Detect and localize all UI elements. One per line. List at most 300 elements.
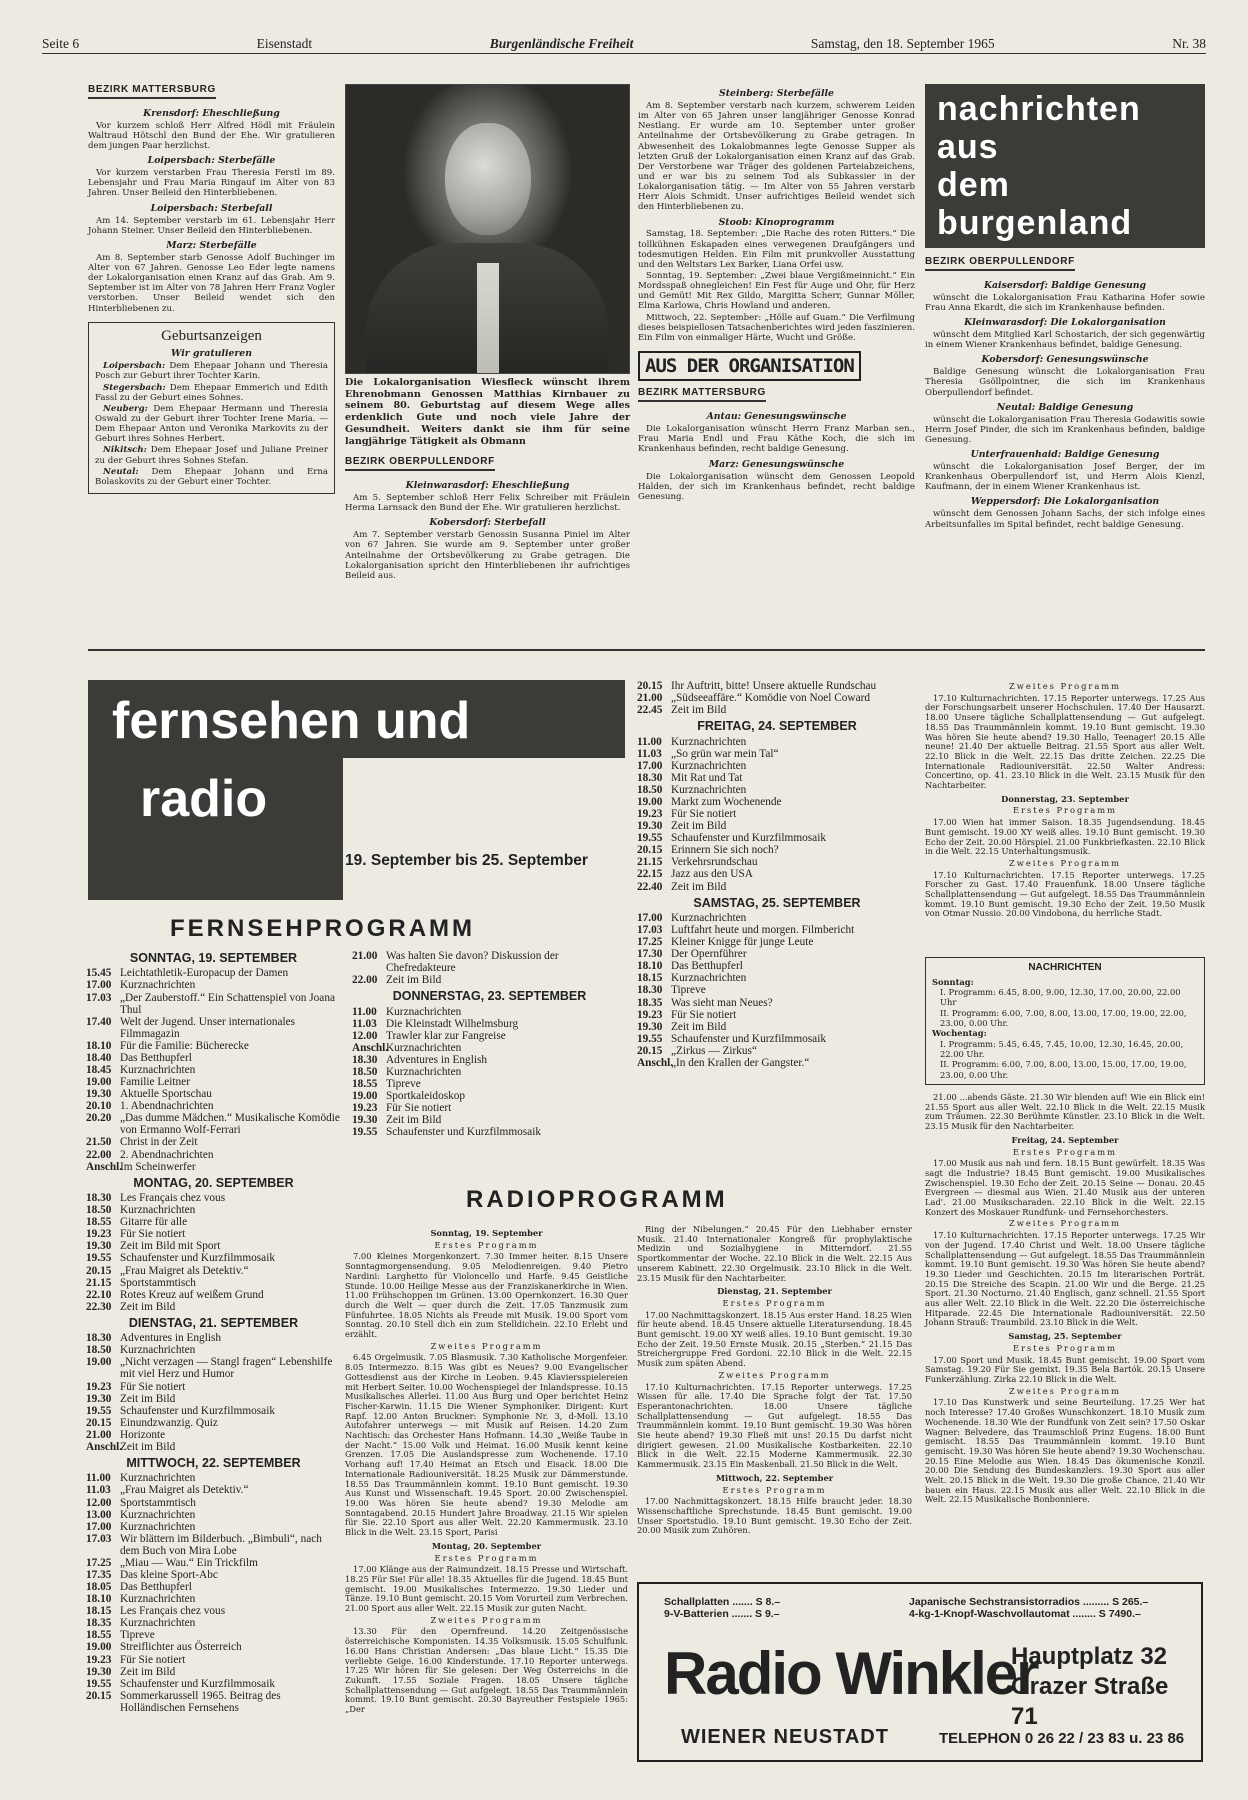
tv-day-heading: DIENSTAG, 21. SEPTEMBER <box>128 1315 299 1330</box>
tv-time: 19.23 <box>352 1102 378 1115</box>
radio-winkler-ad <box>637 1582 1203 1762</box>
banner-line1: fernsehen und <box>112 692 471 750</box>
tv-time: 19.30 <box>637 1020 663 1033</box>
tv-entry: 11.03 „So grün war mein Tal“ <box>637 747 779 760</box>
tv-time: 18.10 <box>637 960 663 973</box>
news-heading: Kobersdorf: Genesungswünsche <box>981 354 1149 366</box>
tv-time: 19.30 <box>352 1114 378 1127</box>
tv-time: 17.00 <box>637 912 663 924</box>
tv-entry: 17.03 Luftfahrt heute und morgen. Filmbericht <box>637 924 855 937</box>
news-time-line <box>932 1028 1198 1038</box>
issue-number: Nr. 38 <box>1172 35 1206 51</box>
section-heading: BEZIRK OBERPULLENDORF <box>345 456 495 471</box>
news-text: wünscht die Lokalorganisation Frau Katharina Hofer sowie Frau Anna Ekardt, die sich im Krankenhause befinden. <box>925 292 1205 313</box>
tv-schedule-b <box>352 950 627 1185</box>
radio-day-heading: Mittwoch, 22. September <box>715 1472 834 1483</box>
tv-entry: 20.20 „Das dumme Mädchen.“ Musikalische Komödie von Ermanno Wolf-Ferrari <box>86 1112 340 1137</box>
tv-entry: 17.03 Wir blättern im Bilderbuch. „Bimbuli“, nach dem Buch von Mira Lobe <box>86 1532 322 1557</box>
tv-entry: 17.00 Kurznachrichten <box>637 912 747 924</box>
news-text: Vor kurzem schloß Herr Alfred Hödl mit Fräulein Waltraud Hötschl den Bund der Ehe. Wir gratulieren dem jungen Paar herzlichst. <box>88 120 335 152</box>
tv-time: 11.03 <box>637 747 662 760</box>
tv-entry: 17.03 „Der Zauberstoff.“ Ein Schattenspiel von Joana Thul <box>86 991 335 1016</box>
shop-city: WIENER NEUSTADT <box>681 1726 889 1748</box>
radio-schedule-text: Ring der Nibelungen.“ 20.45 Für den Liebhaber ernster Musik. 21.40 Internationaler Kongreß für prophylaktische Medizin und Sozialhygiene in Mitterndorf. 21.55 Sportkommentar der Woche. 22.10 Blick in die Welt. 22.15 Aus unserem Kabinett. 22.30 Orgelmusik. 23.10 Blick in die Welt. 23.15 Musik für den Nachtarbeiter. <box>637 1224 912 1283</box>
tv-entry: 20.15 Erinnern Sie sich noch? <box>637 844 779 857</box>
tv-time: 20.15 <box>637 1044 663 1057</box>
tv-time: 20.15 <box>86 1416 112 1429</box>
radio-program-label: Zweites Programm <box>1008 1385 1122 1396</box>
tv-entry: 11.00 Kurznachrichten <box>637 735 747 748</box>
paper-name: Burgenländische Freiheit <box>489 35 634 51</box>
radio-day-heading: Sonntag, 19. September <box>430 1228 543 1238</box>
tv-time: 18.15 <box>637 972 663 985</box>
section-heading: BEZIRK MATTERSBURG <box>88 84 216 99</box>
tv-entry: 18.55 Gitarre für alle <box>86 1216 188 1229</box>
tv-time: 19.00 <box>86 1641 112 1654</box>
place: Eisenstadt <box>256 35 313 51</box>
tv-time: 19.23 <box>637 1008 663 1021</box>
tv-time: 17.00 <box>86 1520 112 1533</box>
tv-entry: 18.40 Das Betthupferl <box>86 1051 192 1064</box>
radio-day-heading: Samstag, 25. September <box>1008 1331 1122 1342</box>
tv-entry: 22.45 Zeit im Bild <box>637 704 727 717</box>
shop-phone: TELEPHON 0 26 22 / 23 83 u. 23 86 <box>939 1730 1185 1747</box>
news-text: Baldige Genesung wünscht die Lokalorganisation Frau Theresia Gsöllpointner, die sich im Krankenhaus Oberpullendorf befindet. <box>925 367 1205 398</box>
radio-program-label: Erstes Programm <box>434 1552 539 1563</box>
tv-time: 18.30 <box>86 1192 112 1205</box>
tv-entry: 18.30 Mit Rat und Tat <box>637 771 743 784</box>
news-time-day: Wochentag: <box>932 1028 987 1039</box>
tv-entry: 22.40 Zeit im Bild <box>637 880 727 893</box>
radio-schedule-3 <box>925 680 1205 950</box>
tv-entry: 18.55 Tipreve <box>352 1078 421 1091</box>
tv-time: 17.25 <box>637 936 663 949</box>
shop-name: Radio Winkler <box>664 1640 1038 1707</box>
radio-schedule-text: 17.10 Kulturnachrichten. 17.15 Reporter unterwegs. 17.25 Wir von der Jugend. 17.40 Christ und Welt. 18.00 Unsere tägliche Schallplattensendung — Gut aufgelegt. 18.55 Das Traummännlein kommt. 19.10 Bunt gemischt. 19.30 Was hören Sie heute abend? 19.30 Lieder und Geschichten. 20.15 Im literarischen Porträt. 20.15 Die Streiche des Scapin. 21.00 Wir und die Berge. 21.25 Sport. 21.30 Nocturno. 21.40 Englisch, ganz schnell. 21.55 Sport aus aller Welt. 22.10 Blick in die Welt. 22.20 Die österreichische Hitparade. 22.45 Die Internationale Radiouniversität. 22.50 Johann Strauß: Traumbild. 23.10 Blick in die Welt. <box>925 1230 1205 1328</box>
news-list <box>345 481 630 581</box>
column-steinberg <box>638 84 915 634</box>
tv-time: 18.50 <box>86 1344 112 1357</box>
tv-time: 17.40 <box>86 1015 112 1028</box>
tv-entry: 19.30 Zeit im Bild <box>637 820 727 833</box>
ad-item: Schallplatten ....... S 8.– <box>664 1596 781 1608</box>
tv-schedule-a <box>86 948 341 1714</box>
tv-time: 17.30 <box>637 948 663 961</box>
tv-time: 19.55 <box>637 1032 663 1045</box>
tv-entry: 19.55 Schaufenster und Kurzfilmmosaik <box>352 1126 541 1139</box>
radio-program-label: Erstes Programm <box>434 1239 539 1250</box>
tv-time: 22.15 <box>637 868 663 881</box>
radio-program-label: Zweites Programm <box>1008 1218 1122 1229</box>
tv-time: 11.00 <box>352 1005 377 1018</box>
tv-time: 21.15 <box>86 1276 112 1289</box>
news-time-line: II. Programm: 6.00, 7.00, 8.00, 13.00, 17.00, 19.00, 22.00, 23.00, 0.00 Uhr. <box>940 1007 1187 1028</box>
tv-time: 17.03 <box>86 991 112 1004</box>
tv-entry: 19.23 Für Sie notiert <box>86 1653 186 1666</box>
tv-time: Anschl. <box>637 1056 674 1069</box>
birth-entry: Stegersbach: Dem Ehepaar Emmerich und Edith Fassl zu der Geburt eines Sohnes. <box>95 382 328 403</box>
tv-entry: 19.23 Für Sie notiert <box>637 808 737 821</box>
tv-time: 22.40 <box>637 880 663 893</box>
tv-entry: 18.10 Für die Familie: Bücherecke <box>86 1039 249 1052</box>
tv-time: 21.00 <box>352 950 378 962</box>
tv-entry: 17.40 Welt der Jugend. Unser internationales Filmmagazin <box>86 1015 296 1040</box>
news-time-line: I. Programm: 6.45, 8.00, 9.00, 12.30, 17.00, 20.00, 22.00 Uhr <box>940 986 1181 1008</box>
tv-time: 20.15 <box>86 1264 112 1277</box>
tv-entry: 12.00 Trawler klar zur Fangreise <box>352 1029 506 1042</box>
tv-entry: Anschl.Zeit im Bild <box>86 1440 176 1453</box>
news-heading: Steinberg: Sterbefälle <box>719 88 834 99</box>
news-heading: Loipersbach: Sterbefall <box>150 202 273 214</box>
tv-entry: 21.00 Was halten Sie davon? Diskussion der Chefredakteure <box>352 950 559 975</box>
tv-day-heading: FREITAG, 24. SEPTEMBER <box>697 719 857 734</box>
news-time-line: I. Programm: 5.45, 6.45, 7.45, 10.00, 12.30, 16.45, 20.00, 22.00 Uhr. <box>940 1038 1184 1060</box>
tv-time: 17.35 <box>86 1569 112 1582</box>
radio-program-label: Erstes Programm <box>722 1484 827 1495</box>
tv-entry: 19.55 Schaufenster und Kurzfilmmosaik <box>637 832 826 845</box>
column-middle <box>345 84 630 634</box>
tv-entry: 18.15 Les Français chez vous <box>86 1605 226 1618</box>
news-text: Am 14. September verstarb im 61. Lebensjahr Herr Johann Steiner. Unser Beileid den Hinterbliebenen. <box>88 215 335 236</box>
tv-entry: 19.23 Für Sie notiert <box>637 1008 737 1021</box>
tv-time: 19.55 <box>86 1677 112 1690</box>
birth-entry: Neuberg: Dem Ehepaar Hermann und Theresia Oswald zu der Geburt ihrer Tochter Irene Maria. — Dem Ehepaar Anton und Veronika Markovits zu der Geburt ihres Sohnes Herbert. <box>95 403 328 445</box>
tv-time: 17.03 <box>637 924 663 937</box>
tv-entry: 22.00 2. Abendnachrichten <box>86 1148 214 1161</box>
tv-entry: 22.00 Zeit im Bild <box>352 974 442 987</box>
tv-time: 17.25 <box>86 1556 112 1569</box>
tv-entry: 18.05 Das Betthupferl <box>86 1581 192 1594</box>
news-heading: Stoob: Kinoprogramm <box>718 216 835 228</box>
tv-time: 12.00 <box>86 1496 112 1509</box>
tv-entry: 20.15 „Frau Maigret als Detektiv.“ <box>86 1264 249 1277</box>
burgenland-banner: nachrichten aus dem burgenland <box>925 84 1205 248</box>
tv-entry: 21.15 Verkehrsrundschau <box>637 856 758 869</box>
tv-time: 22.30 <box>86 1300 112 1313</box>
tv-entry: 17.00 Kurznachrichten <box>86 1520 196 1533</box>
tv-entry: 22.30 Zeit im Bild <box>86 1300 176 1313</box>
section-heading: BEZIRK MATTERSBURG <box>638 387 766 402</box>
news-text: wünscht die Lokalorganisation Josef Berger, der im Krankenhaus Oberpullendorf ist, und Herrn Alois Kienzl, Kaufmann, der in einem Wiener Krankenhaus ist. <box>925 462 1205 493</box>
tv-time: 11.03 <box>86 1484 111 1497</box>
tv-time: 19.30 <box>637 820 663 833</box>
ad-item: 9-V-Batterien ....... S 9.– <box>664 1608 780 1621</box>
radio-program-label: Erstes Programm <box>1013 1342 1117 1353</box>
news-heading: Kleinwarasdorf: Eheschließung <box>405 480 570 492</box>
tv-entry: 18.35 Was sieht man Neues? <box>637 996 773 1009</box>
tv-time: 15.45 <box>86 967 112 980</box>
tv-time: 18.55 <box>86 1216 112 1229</box>
tv-time: 19.30 <box>86 1240 112 1253</box>
tv-entry: 18.35 Kurznachrichten <box>86 1617 196 1630</box>
tv-time: 22.00 <box>352 974 378 987</box>
news-heading: Kobersdorf: Sterbefall <box>429 517 546 529</box>
tv-time: 18.40 <box>86 1051 112 1064</box>
radio-program-label: Zweites Programm <box>430 1340 543 1351</box>
birth-place: Neuberg: <box>103 403 148 414</box>
tv-time: 17.03 <box>86 1532 112 1545</box>
tv-entry: 20.15 Sommerkarussell 1965. Beitrag des Holländischen Fernsehens <box>86 1689 281 1714</box>
birth-place: Neutal: <box>103 466 139 477</box>
tv-entry: 18.10 Kurznachrichten <box>86 1593 196 1606</box>
news-text: Die Lokalorganisation wünscht Herrn Franz Marban sen., Frau Maria Endl und Frau Käthe Koch, die sich im Krankenhaus befinden, recht baldige Genesung. <box>638 424 915 455</box>
tv-entry: 17.25 Kleiner Knigge für junge Leute <box>637 936 814 949</box>
tv-time: 18.15 <box>86 1605 112 1618</box>
tv-time: 18.05 <box>86 1581 112 1594</box>
radio-schedule-text: 7.00 Kleines Morgenkonzert. 7.30 Immer heiter. 8.15 Unsere Sonntagmorgensendung. 9.05 Melodienreigen. 9.40 Pietro Nardini: Larghetto für Violoncello und Harfe. 9.45 Geistliche Stunde. 10.00 Heilige Messe aus der Franziskanerkirche in Wien. 11.00 Frühschoppen im Grünen. 13.00 Opernkonzert. 16.30 Quer durch die Welt — quer durch die Zeit. 17.05 Tanzmusik zum Fünfuhrtee. 18.05 Nichts als Freude mit Musik. 19.00 Sport vom Sonntag. 20.10 Stell dich ein zum Stelldichein. 22.10 Erlebt und erzählt. <box>345 1251 628 1340</box>
tv-entry: 18.30 Les Français chez vous <box>86 1192 226 1205</box>
tv-time: 18.30 <box>352 1053 378 1066</box>
tv-entry: 12.00 Sportstammtisch <box>86 1496 196 1509</box>
birth-announcements <box>88 322 335 494</box>
column-mattersburg <box>88 84 335 634</box>
radio-schedule-text: 17.10 Kulturnachrichten. 17.15 Reporter unterwegs. 17.25 Forscher zu Gast. 17.40 Frauenfunk. 18.00 Unsere tägliche Schallplattensendung — Gut aufgelegt. 18.55 Das Traummännlein kommt. 19.10 Bunt gemischt. 19.30 Echo der Zeit. 19.50 Musik von Otmar Nussio. 20.00 Vindobona, du herrliche Stadt. <box>925 869 1205 919</box>
news-heading: Weppersdorf: Die Lokalorganisation <box>970 496 1160 508</box>
radio-schedule-2 <box>637 1225 912 1575</box>
tv-entry: 19.30 Zeit im Bild <box>86 1665 176 1678</box>
news-text: Vor kurzem verstarben Frau Theresia Ferstl im 89. Lebensjahr und Frau Maria Ringauf im Alter von 83 Jahren. Unser Beileid den Hinterbliebenen. <box>88 168 335 199</box>
tv-entry: 13.00 Kurznachrichten <box>86 1508 196 1521</box>
portrait-photo <box>345 84 630 374</box>
tv-entry: 18.10 Das Betthupferl <box>637 960 743 973</box>
tv-time: 18.50 <box>352 1066 378 1078</box>
tv-entry: 19.55 Schaufenster und Kurzfilmmosaik <box>86 1252 275 1265</box>
tv-entry: 18.55 Tipreve <box>86 1629 155 1642</box>
ad-item: Japanische Sechstransistorradios ......... S 265.– <box>909 1596 1149 1608</box>
births-title: Geburtsanzeigen <box>161 327 262 344</box>
column-burgenland <box>925 84 1205 634</box>
tv-entry: 19.00 Familie Leitner <box>86 1076 190 1089</box>
tv-entry: 20.15 Einundzwanzig. Quiz <box>86 1416 218 1429</box>
banner-line2: radio <box>140 770 268 828</box>
tv-time: 19.00 <box>352 1090 378 1103</box>
tv-entry: 11.03 Die Kleinstadt Wilhelmsburg <box>352 1017 519 1030</box>
tv-time: 18.50 <box>637 783 663 796</box>
news-heading: Krensdorf: Eheschließung <box>143 107 280 119</box>
tv-entry: 11.00 Kurznachrichten <box>86 1472 196 1485</box>
tv-time: 18.55 <box>86 1629 112 1642</box>
page-header <box>42 34 1206 54</box>
tv-time: 22.45 <box>637 704 663 717</box>
tv-entry: 18.45 Kurznachrichten <box>86 1064 196 1076</box>
radio-day-heading: Donnerstag, 23. September <box>1001 793 1129 804</box>
tv-entry: 19.30 Zeit im Bild <box>352 1114 442 1127</box>
tv-time: 21.00 <box>86 1428 112 1441</box>
tv-entry: Anschl.Im Scheinwerfer <box>86 1160 196 1173</box>
tv-time: 13.00 <box>86 1508 112 1521</box>
tv-entry: 18.50 Kurznachrichten <box>86 1344 196 1357</box>
tv-time: 18.35 <box>637 996 663 1009</box>
news-text: wünscht die Lokalorganisation Frau Theresia Godawitis sowie Herrn Josef Pinder, die sich im Krankenhaus befinden, baldige Genesung. <box>925 414 1205 445</box>
news-text: Am 8. September starb Genosse Adolf Buchinger im Alter von 67 Jahren. Genosse Leo Eder legte namens der Lokalorganisation einen Kranz auf das Grab. Am 9. September ist im Alter von 78 Jahren Herr Franz Vogler verstorben. Unser Beileid wendet sich den Hinterbliebenen zu. <box>88 252 335 314</box>
tv-time: 21.00 <box>637 692 663 705</box>
tv-time: 21.15 <box>637 856 663 869</box>
birth-place: Loipersbach: <box>103 361 166 372</box>
news-times-title: NACHRICHTEN <box>1028 962 1102 973</box>
news-times-box <box>925 957 1205 1087</box>
tv-time: 20.15 <box>637 680 663 692</box>
news-heading: Loipersbach: Sterbefälle <box>147 155 276 167</box>
tv-time: 18.35 <box>86 1617 112 1630</box>
tv-time: 19.55 <box>86 1252 112 1265</box>
tv-entry: 17.00 Kurznachrichten <box>637 759 747 772</box>
news-text: Sonntag, 19. September: „Zwei blaue Vergißmeinnicht.“ Ein Mordsspaß ohnegleichen! Ein Fest für Auge und Ohr, für Herz und Gemüt! Mit Rex Gildo, Margitta Scherr, Gunnar Möller, Elma Karlowa, Chris Howland und anderen. <box>638 271 915 312</box>
tv-entry: 19.00 „Nicht verzagen — Stangl fragen“ Lebenshilfe mit viel Herz und Humor <box>86 1356 333 1381</box>
tv-time: 17.00 <box>86 979 112 992</box>
news-heading: Kleinwarasdorf: Die Lokalorganisation <box>964 317 1166 329</box>
news-list <box>925 281 1205 530</box>
tv-entry: 18.30 Adventures in English <box>86 1332 222 1345</box>
births-list <box>95 361 328 487</box>
tv-entry: 20.15 Ihr Auftritt, bitte! Unsere aktuelle Rundschau <box>637 680 877 692</box>
news-heading: Kaisersdorf: Baldige Genesung <box>983 279 1147 291</box>
program-dates: 19. September bis 25. September <box>345 852 588 869</box>
tv-time: 18.30 <box>86 1332 112 1345</box>
news-time-line: II. Programm: 6.00, 7.00, 8.00, 13.00, 15.00, 17.00, 19.00, 23.00, 0.00 Uhr. <box>940 1059 1187 1080</box>
tv-time: 22.00 <box>86 1148 112 1161</box>
tv-entry: Anschl.Kurznachrichten <box>352 1041 462 1054</box>
tv-day-heading: SONNTAG, 19. SEPTEMBER <box>129 951 298 965</box>
tv-entry: 21.00 Horizonte <box>86 1428 166 1441</box>
tv-entry: 19.00 Markt zum Wochenende <box>637 796 782 808</box>
tv-time: 19.00 <box>637 796 663 808</box>
news-heading: Neutal: Baldige Genesung <box>996 401 1134 413</box>
radio-schedule-text: 17.00 Nachmittagskonzert. 18.15 Hilfe braucht jeder. 18.30 Wissenschaftliche Sprechstunde. 18.45 Bunt gemischt. 19.00 Unser Sportstudio. 19.10 Bunt gemischt. 19.30 Echo der Zeit. 20.00 Musik zum Zuhören. <box>637 1496 912 1536</box>
radio-schedule-text: 17.10 Kulturnachrichten. 17.15 Reporter unterwegs. 17.25 Wissen für alle. 17.40 Die Sprache folgt der Tat. 17.50 Esperantonachrichten. 18.00 Unsere tägliche Schallplattensendung — Gut aufgelegt. 18.55 Das Traummännlein kommt. 19.10 Bunt gemischt. 19.30 Was hören Sie heute abend? 19.30 Fließ mit uns! 20.15 Du darfst nicht dirigiert gewesen. 21.00 Musikalische Kostbarkeiten. 22.10 Blick in die Welt. 22.15 Moderne Kammermusik. 22.30 Kammermusik. 23.15 Ein Maskenball. 21.50 Blick in die Welt. <box>637 1381 912 1470</box>
tv-program-title: FERNSEHPROGRAMM <box>170 915 476 942</box>
tv-entry: 17.30 Der Opernführer <box>637 948 747 961</box>
tv-time: 19.55 <box>637 832 663 845</box>
tv-entry: 19.23 Für Sie notiert <box>86 1228 186 1241</box>
tv-entry: 17.00 Kurznachrichten <box>86 979 196 992</box>
tv-time: 19.23 <box>637 808 663 821</box>
news-list <box>88 109 335 314</box>
tv-time: 19.23 <box>86 1228 112 1241</box>
tv-time: Anschl. <box>352 1041 389 1054</box>
tv-entry: 21.15 Sportstammtisch <box>86 1276 196 1289</box>
tv-entry: 19.23 Für Sie notiert <box>86 1380 186 1393</box>
tv-day-heading: MONTAG, 20. SEPTEMBER <box>133 1175 294 1190</box>
tv-time: 20.15 <box>86 1689 112 1702</box>
tv-time: 19.55 <box>86 1404 112 1417</box>
tv-entry: 21.00 „Südseeaffäre.“ Komödie von Noel Coward <box>637 692 870 705</box>
tv-time: 18.50 <box>86 1204 112 1217</box>
birth-place: Nikitsch: <box>103 445 147 456</box>
tv-time: Anschl. <box>86 1160 123 1173</box>
section-heading: BEZIRK OBERPULLENDORF <box>925 256 1075 271</box>
radio-schedule-text: 17.10 Kulturnachrichten. 17.15 Reporter unterwegs. 17.25 Aus der Forschungsarbeit unserer Hochschulen. 17.40 Der Hausarzt. 18.00 Unsere tägliche Schallplattensendung — Gut aufgelegt. 18.55 Das Traummännlein kommt. 19.10 Bunt gemischt. 19.30 Was hören Sie heute abend? 19.30 Hallo, Teenager! 20.15 Alle neune! 21.40 Der aktuelle Beitrag. 21.55 Sport aus aller Welt. 22.10 Blick in die Welt. 22.15 Das dritte Zeichen. 22.25 Die Internationale Radiouniversität. 22.50 Walter Andress: Concertino, op. 41. 23.10 Blick in die Welt. 23.15 Musik für den Nachtarbeiter. <box>925 692 1205 791</box>
tv-day-heading: SAMSTAG, 25. SEPTEMBER <box>693 895 861 910</box>
shop-address: Hauptplatz 32 Grazer Straße 71 <box>1011 1643 1169 1730</box>
radio-day-heading: Dienstag, 21. September <box>717 1286 832 1297</box>
tv-time: 19.55 <box>352 1126 378 1139</box>
news-text: Die Lokalorganisation wünscht dem Genossen Leopold Halden, der sich im Krankenhaus befindet, recht baldige Genesung. <box>638 471 915 502</box>
tv-time: 20.20 <box>86 1112 112 1125</box>
news-text: Am 5. September schloß Herr Felix Schreiber mit Fräulein Herma Larnsack den Bund der Ehe. Wir gratulieren herzlichst. <box>345 492 630 514</box>
tv-entry: Anschl.„In den Krallen der Gangster.“ <box>637 1056 810 1069</box>
tv-entry: 21.50 Christ in der Zeit <box>86 1136 198 1149</box>
radio-schedule-text: 17.00 Nachmittagskonzert. 18.15 Aus erster Hand. 18.25 Wien für heute abend. 18.45 Unsere aktuelle Literatursendung. 18.45 Bunt gemischt. 19.00 XY weiß alles. 19.10 Bunt gemischt. 19.30 Echo der Zeit. 19.50 Ernste Musik. 20.15 „Sterben.“ 21.15 Das Streichergruppe Fred Gordoni. 22.10 Blick in die Welt. 22.15 Musik zum späten Abend. <box>637 1309 912 1369</box>
radio-schedule-4 <box>925 1093 1205 1573</box>
tv-entry: 20.10 1. Abendnachrichten <box>86 1100 214 1113</box>
tv-time: 18.30 <box>637 984 663 997</box>
tv-entry: 19.55 Schaufenster und Kurzfilmmosaik <box>637 1032 826 1045</box>
tv-entry: 18.30 Tipreve <box>637 984 706 997</box>
tv-entry: 19.55 Schaufenster und Kurzfilmmosaik <box>86 1404 275 1417</box>
radio-program-label: Zweites Programm <box>1008 857 1122 868</box>
tv-time: 18.10 <box>86 1039 112 1052</box>
tv-entry: 17.35 Das kleine Sport-Abc <box>86 1569 218 1582</box>
news-time-day: Sonntag: <box>932 976 974 987</box>
tv-time: 19.30 <box>86 1392 112 1405</box>
tv-time: 18.55 <box>352 1078 378 1091</box>
radio-schedule-text: 17.00 Sport und Musik. 18.45 Bunt gemischt. 19.00 Sport vom Samstag. 19.20 Für Sie gemixt. 19.35 Bela Bartók. 20.15 Unsere Funkerzählung. Zirka 22.10 Blick in die Welt. <box>925 1354 1205 1384</box>
tv-time: 20.15 <box>637 844 663 857</box>
tv-entry: 19.30 Zeit im Bild <box>86 1392 176 1405</box>
tv-entry: 19.30 Aktuelle Sportschau <box>86 1088 212 1101</box>
tv-time: 19.30 <box>86 1088 112 1101</box>
news-heading: Antau: Genesungswünsche <box>706 411 847 423</box>
tv-entry: 19.23 Für Sie notiert <box>352 1102 452 1115</box>
radio-schedule-text: 17.00 Wien hat immer Saison. 18.35 Jugendsendung. 18.45 Bunt gemischt. 19.00 XY weiß alles. 19.10 Bunt gemischt. 19.30 Echo der Zeit. 20.00 Hörspiel. 21.00 Funkbriefkasten. 22.10 Blick in die Welt. 22.15 Unterhaltungsmusik. <box>925 817 1205 857</box>
news-time-line <box>932 977 1198 987</box>
news-text: Am 7. September verstarb Genossin Susanna Piniel im Alter von 67 Jahren. Sie wurde am 9. September unter großer Anteilnahme der Ortsbevölkerung zu Grabe getragen. Die Lokalorganisation spricht den Hinterbliebenen ihr aufrichtiges Beileid aus. <box>345 530 630 581</box>
radio-program-label: Zweites Programm <box>718 1369 831 1380</box>
tv-time: 18.45 <box>86 1064 112 1076</box>
news-heading: Unterfrauenhaid: Baldige Genesung <box>970 449 1160 461</box>
tv-time: 11.00 <box>637 735 662 748</box>
tv-time: 18.10 <box>86 1593 112 1606</box>
tv-entry: 19.30 Zeit im Bild mit Sport <box>86 1240 221 1253</box>
organisation-heading: AUS DER ORGANISATION <box>638 351 861 381</box>
issue-date: Samstag, den 18. September 1965 <box>810 35 995 51</box>
tv-time: Anschl. <box>86 1440 123 1453</box>
tv-entry: 20.15 „Zirkus — Zirkus“ <box>637 1044 757 1057</box>
news-heading: Marz: Sterbefälle <box>166 239 257 251</box>
tv-time: 20.10 <box>86 1100 112 1113</box>
page-number: Seite 6 <box>42 35 80 51</box>
radio-program-label: Erstes Programm <box>1013 1146 1117 1157</box>
tv-time: 21.50 <box>86 1136 112 1149</box>
birth-entry: Nikitsch: Dem Ehepaar Josef und Juliane Preiner zu der Geburt ihres Sohnes Stefan. <box>95 445 328 466</box>
tv-time: 11.00 <box>86 1472 111 1485</box>
radio-program-label: Zweites Programm <box>1008 681 1122 691</box>
radio-schedule-text: 6.45 Orgelmusik. 7.05 Blasmusik. 7.30 Katholische Morgenfeier. 8.05 Intermezzo. 8.15 Was gibt es Neues? 9.00 Evangelischer Gottesdienst aus der Kirche in Leoben. 9.45 Klaviersspielereien mit Herbert Seiter. 10.00 Wochenspiegel der Inlandspresse. 10.15 Musikalisches Allerlei. 11.00 Aus Burg und Oper berichtet Heinz Fischer-Karwin. 11.15 Die Wiener Symphoniker. Dirigent: Kurt Rapf. 12.00 Anton Bruckner: Symphonie Nr. 3, d-Moll. 13.10 Autofahrer unterwegs — mit Musik auf Reisen. 14.20 Zum Nachtisch: das Orchester Hans Hofmann. 14.30 „Weiße Taube in der Nacht.“ 15.00 Volk und Heimat. 16.00 Musik kennt keine Grenzen. 17.05 Die Auslandspresse zum Wochenende. 17.10 Vorhang auf! 17.40 Heimat an Etsch und Eisack. 18.00 Die Internationale Radiouniversität. 18.25 Musik zur Dämmerstunde. 18.55 Das Traummännlein kommt. 19.10 Bunt gemischt. 19.30 Aus Kunst und Wissenschaft. 19.45 Sport. 20.00 Zwischenspiel. 19.00 Was hören Sie heute abend? 19.30 Melodie am Sonntagabend. 20.15 Hundert Jahre Broadway. 21.15 Wir spielen für Sie. 22.10 Sport aus aller Welt. 22.20 Kammermusik. 23.10 Blick in die Welt. 23.15 Sport, Parisi <box>345 1352 628 1538</box>
tv-time: 11.03 <box>352 1017 377 1030</box>
fernsehen-banner <box>88 680 625 828</box>
radio-schedule-text: 17.10 Das Kunstwerk und seine Beurteilung. 17.25 Wer hat noch Interesse? 17.40 Großes Wunschkonzert. 18.10 Musik zum Wochenende. 18.30 Wie der Rundfunk von Zeit sein? 17.50 Oskar Wagner: Belvedere, das Traumschloß Prinz Eugens. 18.00 Bunt gemischt. 18.55 Das Traummännlein kommt. 19.10 Bunt gemischt. 19.30 Was hören Sie heute abend? 19.30 Wochenschau. 20.15 Eine Melodie aus Wien. 18.45 Das ökumenische Konzil. 20.00 Die Sendung des Bundeskanzlers. 19.30 Sport aus aller Welt. 20.15 Blick in die Welt. 19.30 Die große Chance. 21.40 Wir bauen ein Haus. 22.15 Musik aus aller Welt. 22.10 Blick in die Welt. 22.15 Musikalische Bonbonniere. <box>925 1397 1205 1505</box>
section-divider <box>88 649 1205 651</box>
tv-entry: 22.10 Rotes Kreuz auf weißem Grund <box>86 1288 264 1301</box>
tv-entry: 19.00 Streiflichter aus Österreich <box>86 1641 242 1654</box>
births-subtitle: Wir gratulieren <box>171 348 252 360</box>
tv-day-heading: MITTWOCH, 22. SEPTEMBER <box>126 1456 301 1471</box>
tv-entry: 22.15 Jazz aus den USA <box>637 868 753 881</box>
news-text: Mittwoch, 22. September: „Hölle auf Guam.“ Die Verfilmung dieses beispiellosen Tatsachenberichtes wird jeden faszinieren. Ein Film von einmaliger Härte, Wucht und Größe. <box>638 312 915 343</box>
tv-entry: 19.30 Zeit im Bild <box>637 1020 727 1033</box>
radio-program-label: Erstes Programm <box>722 1297 827 1308</box>
ad-item: 4-kg-1-Knopf-Waschvollautomat ........ S 7490.– <box>909 1608 1141 1621</box>
tv-time: 19.23 <box>86 1653 112 1666</box>
tv-entry: 18.30 Adventures in English <box>352 1053 488 1066</box>
birth-entry: Neutal: Dem Ehepaar Johann und Erna Bolaskovits zu der Geburt einer Tochter. <box>95 466 328 487</box>
tv-entry: 15.45 Leichtathletik-Europacup der Damen <box>86 967 289 980</box>
radio-day-heading: Freitag, 24. September <box>1011 1134 1119 1145</box>
radio-program-label: Erstes Programm <box>1013 805 1117 816</box>
news-list <box>638 89 915 343</box>
news-list <box>638 412 915 502</box>
tv-entry: 18.15 Kurznachrichten <box>637 972 747 985</box>
